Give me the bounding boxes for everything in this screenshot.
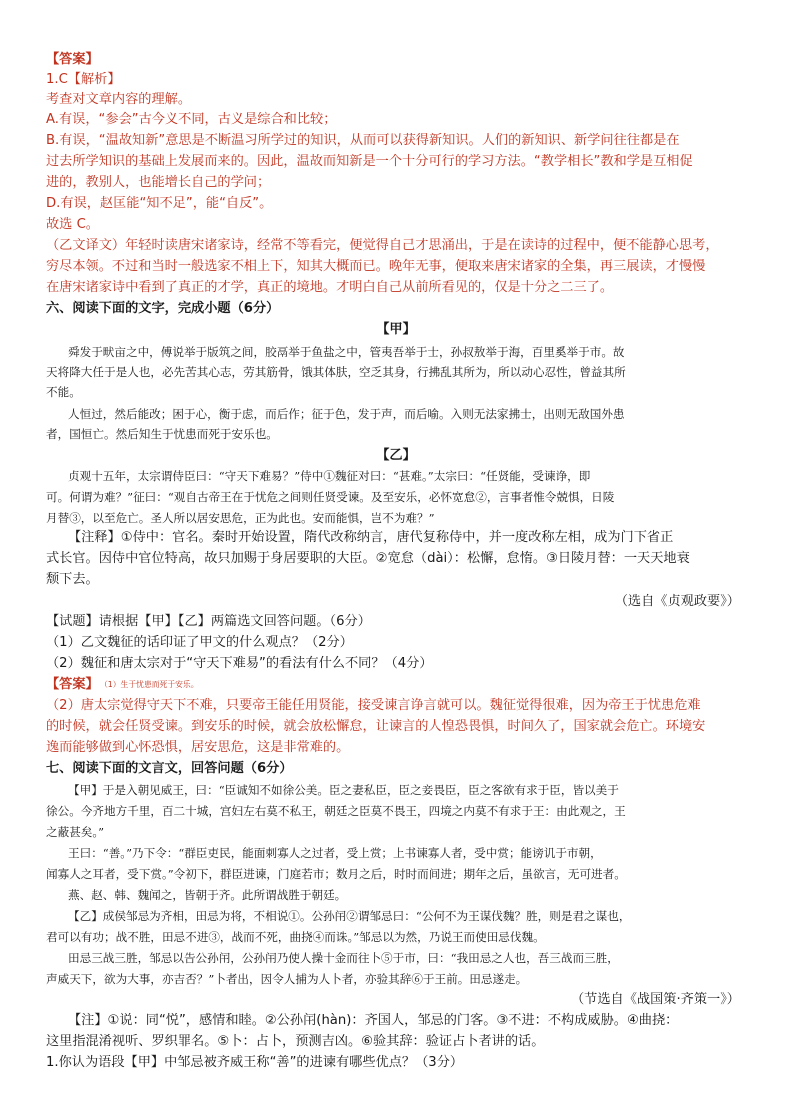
source-zhanguoce: （节选自《战国策·齐策一》） [570, 992, 740, 1007]
option-b-line3: 进的，教别人，也能增长自己的学问； [46, 175, 271, 190]
s7-p3-line1: 【乙】成侯邹忌为齐相，田忌为将，不相说①。公孙闬②谓邹忌曰：“公何不为王谋伐魏？胜，则是君之谋也， [68, 909, 631, 923]
s7-p1-line3: 之蔽甚矣。” [46, 825, 105, 839]
source-zhenguan: （选自《贞观政要》） [614, 594, 740, 609]
answer-2-line3: 逸而能够做到心怀恐惧，居安思危，这是非常难的。 [46, 740, 350, 755]
option-b-line2: 过去所学知识的基础上发展而来的。因此，温故而知新是一个十分可行的学习方法。“教学相长”教和学是互相促 [46, 154, 693, 169]
translation-line2: 穷尽本领。不过和当时一般选家不相上下，知其大概而已。晚年无事，便取来唐宋诸家的全集，再三展读，才慢慢 [46, 259, 706, 274]
jia-line1: 舜发于畎亩之中，傅说举于版筑之间，胶鬲举于鱼盐之中，管夷吾举于士，孙叔敖举于海，百里奚举于市。故 [68, 345, 625, 359]
analysis-intro: 考查对文章内容的理解。 [46, 92, 192, 107]
yi-label: 【乙】 [376, 448, 416, 463]
jia-label: 【甲】 [376, 322, 416, 337]
question-title: 【试题】请根据【甲】【乙】两篇选文回答问题。（6分） [46, 614, 371, 629]
note-line2: 式长官。因侍中官位特高，故只加赐于身居要职的大臣。②宽怠（dài）：松懈，怠惰。③日陵月替：一天天地衰 [46, 551, 690, 566]
jia-line3: 不能。 [46, 385, 81, 399]
question-1: （1）乙文魏征的话印证了甲文的什么观点？（2分） [46, 635, 353, 650]
answer-label: 【答案】 [46, 677, 99, 692]
answer-header: 【答案】 [46, 52, 99, 67]
s7-p1-line2: 徐公。今齐地方千里，百二十城，宫妇左右莫不私王，朝廷之臣莫不畏王，四境之内莫不有求于王：由此观之，王 [46, 804, 626, 818]
s7-p2-line1: 王曰：“善。”乃下令：“群臣吏民，能面刺寡人之过者，受上赏；上书谏寡人者，受中赏；能谤讥于市朝， [68, 846, 602, 860]
option-d: D.有误，赵匡能“知不足”，能“自反”。 [46, 196, 273, 211]
s7-p2-line3: 燕、赵、韩、魏闻之，皆朝于齐。此所谓战胜于朝廷。 [68, 888, 347, 902]
section7-title: 七、阅读下面的文言文，回答问题（6分） [46, 761, 293, 776]
answer-1: （1）生于忧患而死于安乐。 [100, 680, 199, 689]
yi-line1: 贞观十五年，太宗谓侍臣曰：“守天下难易？”侍中①魏征对曰：“甚难。”太宗曰：“任贤能，受谏诤，即 [68, 469, 591, 483]
option-a: A.有误，“参会”古今义不同，古义是综合和比较； [46, 112, 337, 127]
jia-line5: 者，国恒亡。然后知生于忧患而死于安乐也。 [46, 427, 278, 441]
translation-line1: （乙文译文）年轻时读唐宋诸家诗，经常不等看完，便觉得自己才思涌出，于是在读诗的过程中，便不能静心思考， [46, 238, 719, 253]
jia-line4: 人恒过，然后能改；困于心，衡于虑，而后作；征于色，发于声，而后喻。入则无法家拂士，出则无敌国外患 [68, 407, 625, 421]
note-line3: 颓下去。 [46, 572, 99, 587]
yi-line2: 可。何谓为难？”征曰：“观自古帝王在于忧危之间则任贤受谏。及至安乐，必怀宽怠②，言事者惟令兢惧，日陵 [46, 490, 615, 504]
s7-note-line2: 这里指混淆视听、罗织罪名。⑤卜：占卜，预测吉凶。⑥验其辞：验证占卜者讲的话。 [46, 1034, 545, 1049]
yi-line3: 月替③，以至危亡。圣人所以居安思危，正为此也。安而能惧，岂不为难？” [46, 511, 435, 525]
note-line1: 【注释】①侍中：官名。秦时开始设置，隋代改称纳言，唐代复称侍中，并一度改称左相，成为门下省正 [68, 530, 674, 545]
answer-2-line2: 的时候，就会任贤受谏。到安乐的时候，就会放松懈怠，让谏言的人惶恐畏惧，时间久了，国家就会危亡。环境安 [46, 719, 706, 734]
s7-question-1: 1.你认为语段【甲】中邹忌被齐威王称“善”的进谏有哪些优点？（3分） [46, 1055, 464, 1070]
answer-2-line1: （2）唐太宗觉得守天下不难，只要帝王能任用贤能，接受谏言诤言就可以。魏征觉得很难，因为帝王于忧患危难 [46, 698, 701, 713]
s7-note-line1: 【注】①说：同“悦”，感情和睦。②公孙闬(hàn)：齐国人，邹忌的门客。③不进：不构成威胁。④曲挠： [68, 1013, 679, 1028]
jia-line2: 天将降大任于是人也，必先苦其心志，劳其筋骨，饿其体肤，空乏其身，行拂乱其所为，所以动心忍性，曾益其所 [46, 365, 626, 379]
option-b-line1: B.有误，“温故知新”意思是不断温习所学过的知识，从而可以获得新知识。人们的新知识、新学问往往都是在 [46, 133, 680, 148]
question-2: （2）魏征和唐太宗对于“守天下难易”的看法有什么不同？（4分） [46, 656, 433, 671]
translation-line3: 在唐宋诸家诗中看到了真正的才学，真正的境地。才明白自己从前所看见的，仅是十分之二三了。 [46, 280, 614, 295]
choose-c: 故选 C。 [46, 217, 99, 232]
answer-choice: 1.C【解析】 [46, 72, 121, 87]
s7-p4-line1: 田忌三战三胜，邹忌以告公孙闬，公孙闬乃使人操十金而往卜⑤于市，曰：“我田忌之人也，吾三战而三胜， [68, 951, 619, 965]
s7-p2-line2: 闻寡人之耳者，受下赏。”令初下，群臣进谏，门庭若市；数月之后，时时而间进；期年之后，虽欲言，无可进者。 [46, 867, 626, 881]
s7-p4-line2: 声威天下，欲为大事，亦吉否？”卜者出，因令人捕为人卜者，亦验其辞⑥于王前。田忌遂走。 [46, 972, 528, 986]
s7-p1-line1: 【甲】于是入朝见威王，曰：“臣诚知不如徐公美。臣之妻私臣，臣之妾畏臣，臣之客欲有求于臣，皆以美于 [68, 783, 619, 797]
s7-p3-line2: 君可以有功；战不胜，田忌不进③，战而不死，曲挠④而诛。”邹忌以为然，乃说王而使田忌伐魏。 [46, 930, 545, 944]
section6-title: 六、阅读下面的文字，完成小题（6分） [46, 301, 280, 316]
